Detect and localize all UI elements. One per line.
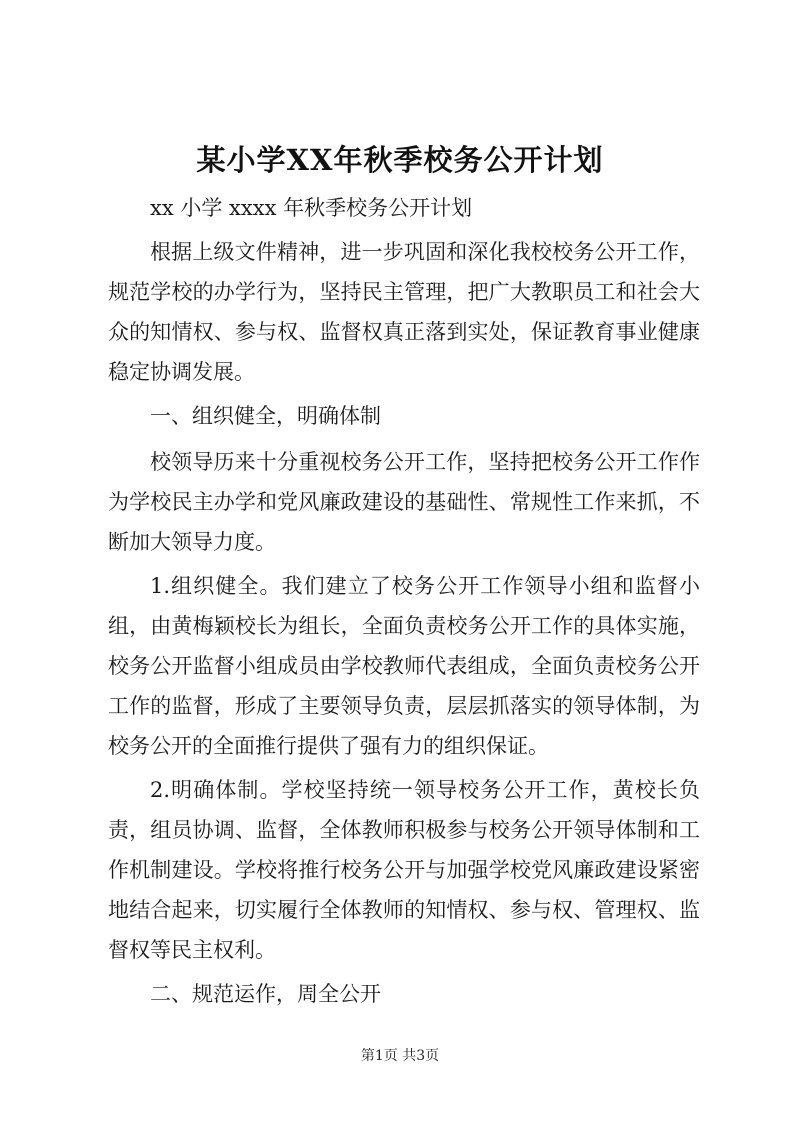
document-subtitle: xx 小学 xxxx 年秋季校务公开计划: [150, 196, 473, 220]
intro-paragraph: 根据上级文件精神，进一步巩固和深化我校校务公开工作，规范学校的办学行为，坚持民主管理，把广大教职员工和社会大众的知情权、参与权、监督权真正落到实处，保证教育事业健康稳定协调发展。: [108, 240, 700, 384]
section-heading-1: 一、组织健全，明确体制: [150, 404, 381, 428]
document-title: 某小学XX年秋季校务公开计划: [196, 143, 604, 177]
section-heading-2: 二、规范运作，周全公开: [150, 982, 381, 1006]
page-footer: 第1页 共3页: [360, 1048, 440, 1064]
item-2-paragraph: 2.明确体制。学校坚持统一领导校务公开工作，黄校长负责，组员协调、监督，全体教师积极参与校务公开领导体制和工作机制建设。学校将推行校务公开与加强学校党风廉政建设紧密地结合起来，切实履行全体教师的知情权、参与权、管理权、监督权等民主权利。: [108, 778, 700, 962]
document-body: [108, 188, 700, 1020]
item-1-paragraph: 1.组织健全。我们建立了校务公开工作领导小组和监督小组，由黄梅颖校长为组长，全面负责校务公开工作的具体实施，校务公开监督小组成员由学校教师代表组成，全面负责校务公开工作的监督，形成了主要领导负责，层层抓落实的领导体制，为校务公开的全面推行提供了强有力的组织保证。: [108, 574, 700, 758]
section-1-paragraph: 校领导历来十分重视校务公开工作，坚持把校务公开工作作为学校民主办学和党风廉政建设的基础性、常规性工作来抓，不断加大领导力度。: [108, 450, 700, 554]
